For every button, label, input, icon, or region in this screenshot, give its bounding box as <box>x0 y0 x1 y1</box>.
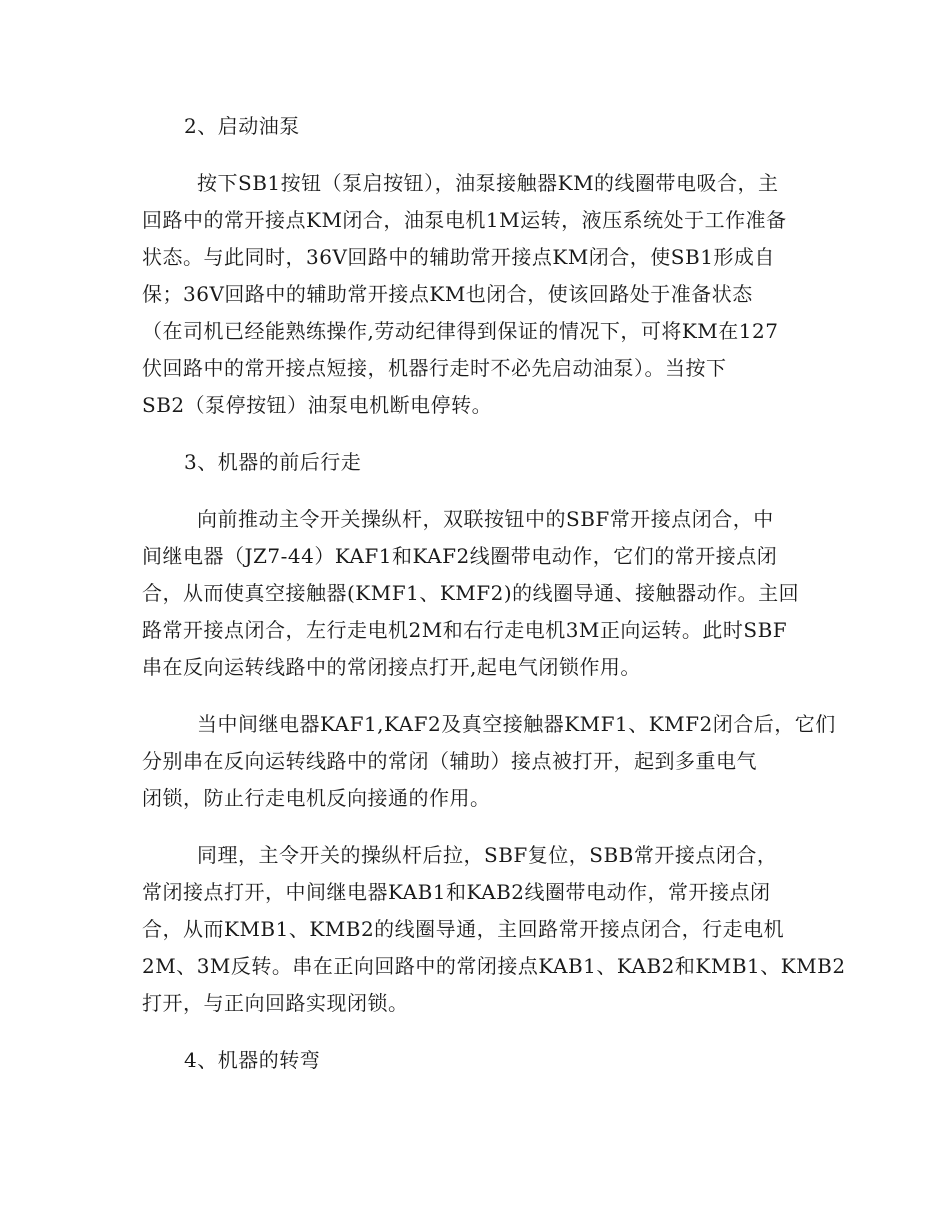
paragraph-spacer <box>142 817 822 837</box>
paragraph-line: 按下SB1按钮（泵启按钮），油泵接触器KM的线圈带电吸合，主 <box>197 171 779 195</box>
body-paragraph <box>142 501 822 686</box>
paragraph-line: 间继电器（JZ7-44）KAF1和KAF2线圈带电动作，它们的常开接点闭 <box>142 544 778 568</box>
section-heading: 4、机器的转弯 <box>184 1048 321 1072</box>
paragraph-line: 合，从而使真空接触器(KMF1、KMF2)的线圈导通、接触器动作。主回 <box>142 581 800 605</box>
paragraph-line: 状态。与此同时，36V回路中的辅助常开接点KM闭合，使SB1形成自 <box>142 245 775 269</box>
paragraph-line: 常闭接点打开，中间继电器KAB1和KAB2线圈带电动作，常开接点闭 <box>142 880 771 904</box>
paragraph-spacer <box>142 686 822 706</box>
paragraph-line: 合，从而KMB1、KMB2的线圈导通，主回路常开接点闭合，行走电机 <box>142 917 785 941</box>
body-paragraph <box>142 706 836 817</box>
section-spacer <box>142 424 822 444</box>
section-spacer <box>142 1022 822 1042</box>
paragraph-line: 闭锁，防止行走电机反向接通的作用。 <box>142 786 491 810</box>
paragraph-line: 打开，与正向回路实现闭锁。 <box>142 991 409 1015</box>
paragraph-line: 串在反向运转线路中的常闭接点打开,起电气闭锁作用。 <box>142 655 641 679</box>
section-heading: 2、启动油泵 <box>184 114 300 138</box>
section-heading: 3、机器的前后行走 <box>184 450 362 474</box>
paragraph-line: 当中间继电器KAF1,KAF2及真空接触器KMF1、KMF2闭合后，它们 <box>197 712 836 736</box>
body-paragraph <box>142 165 822 424</box>
paragraph-spacer <box>142 481 822 501</box>
paragraph-line: 保；36V回路中的辅助常开接点KM也闭合，使该回路处于准备状态 <box>142 282 753 306</box>
document-body <box>142 108 846 1079</box>
paragraph-line: （在司机已经能熟练操作,劳动纪律得到保证的情况下，可将KM在127 <box>142 319 779 343</box>
body-paragraph <box>142 837 846 1022</box>
paragraph-line: 2M、3M反转。串在正向回路中的常闭接点KAB1、KAB2和KMB1、KMB2 <box>142 954 846 978</box>
paragraph-line: 同理，主令开关的操纵杆后拉，SBF复位，SBB常开接点闭合， <box>197 843 778 867</box>
paragraph-line: 回路中的常开接点KM闭合，油泵电机1M运转，液压系统处于工作准备 <box>142 208 787 232</box>
paragraph-line: SB2（泵停按钮）油泵电机断电停转。 <box>142 393 493 417</box>
paragraph-line: 伏回路中的常开接点短接，机器行走时不必先启动油泵）。当按下 <box>142 356 727 380</box>
paragraph-spacer <box>142 145 822 165</box>
paragraph-line: 向前推动主令开关操纵杆，双联按钮中的SBF常开接点闭合，中 <box>197 507 774 531</box>
paragraph-line: 路常开接点闭合，左行走电机2M和右行走电机3M正向运转。此时SBF <box>142 618 788 642</box>
paragraph-line: 分别串在反向运转线路中的常闭（辅助）接点被打开，起到多重电气 <box>142 749 757 773</box>
